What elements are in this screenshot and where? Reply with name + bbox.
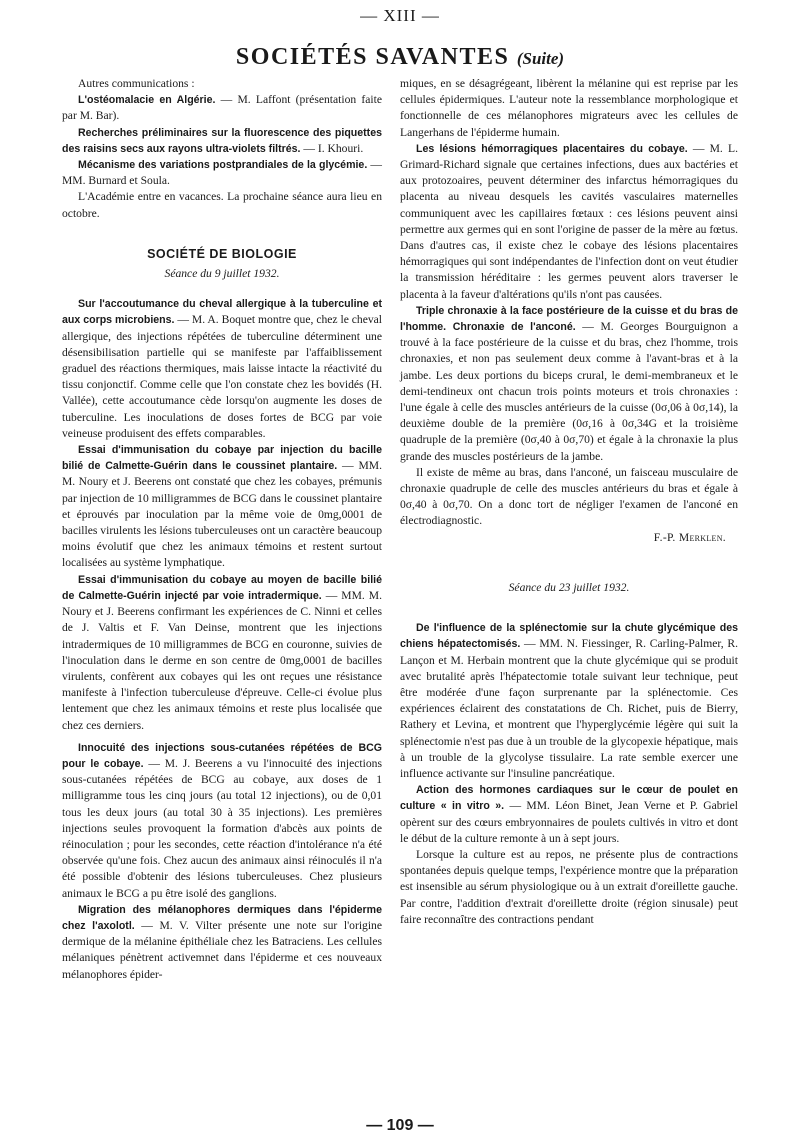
- article-triple-chronaxie: [400, 303, 738, 465]
- article-anconé: Il existe de même au bras, dans l'anconé, un faisceau musculaire de chronaxie quadruple de celle des muscles antérieurs du bras et égale à 0σ,40 à 0σ,70. On a donc tort de négliger l'examen de l'anconé en électrodiagnostic.: [400, 465, 738, 528]
- right-column: [400, 76, 738, 928]
- author-signature: F.-P. Merklen.: [653, 530, 726, 544]
- vacances-note: L'Académie entre en vacances. La prochaine séance aura lieu en octobre.: [62, 190, 382, 220]
- seance-date-2: Séance du 23 juillet 1932.: [508, 580, 630, 594]
- article-immunisation-intradermique: [62, 572, 382, 734]
- communication-authors: — M. Laffont (présentation faite par M. Bar).: [62, 93, 382, 123]
- article-body: — MM. Léon Binet, Jean Verne et P. Gabriel opèrent sur des cœurs embryonnaires de poulets cultivés in vitro et dont le début de la culture remonte à un à sept jours.: [400, 799, 738, 845]
- article-title: Sur l'accoutumance du cheval allergique à la tuberculine et aux corps microbiens.: [62, 298, 382, 327]
- article-body: — M. L. Grimard-Richard signale que certaines infections, dues aux bactéries et aux protozoaires, peuvent déterminer des infarctus hémorragiques du placenta au niveau desquels les cavités vasculaires maternelles communiquent avec les capillaires fœtaux : ces lésions peuvent ainsi permettre aux germes qui en sont l'origine de passer de la mère au fœtus. Dans d'autres cas, il existe chez le cobaye des lésions placentaires hémorragiques qui sont indépendantes de l'infection dont on veut étudier la transmission héréditaire : les germes peuvent alors traverser le placenta à la faveur d'altérations qu'ils n'ont pas causées.: [400, 141, 738, 301]
- article-splenectomie: [400, 620, 738, 782]
- article-title: Triple chronaxie à la face postérieure de la cuisse et du bras de l'homme. Chronaxie de l'anconé.: [400, 304, 738, 334]
- article-title: Les lésions hémorragiques placentaires du cobaye.: [416, 142, 688, 155]
- page-title: [0, 44, 800, 71]
- article-body: — MM. M. Noury et J. Beerens ont constaté que chez les cobayes, prémunis par injection de 10 milligrammes de BCG dans le coussinet plantaire et éprouvés par inoculation par la même voie de 0mg,0001 de bacilles virulents les lésions tuberculeuses ont un caractère beaucoup moins évolutif que chez les animaux témoins et restent surtout localisées au système lymphatique.: [62, 459, 382, 570]
- autres-communications: Autres communications :: [78, 77, 195, 90]
- article-innocuite: [62, 740, 382, 902]
- article-accoutumance: [62, 296, 382, 442]
- section-heading-biologie: SOCIÉTÉ DE BIOLOGIE: [147, 246, 297, 261]
- communication-authors: — I. Khouri.: [300, 141, 364, 155]
- title-text: SOCIÉTÉS SAVANTES: [235, 44, 510, 70]
- article-body: — MM. M. Noury et J. Beerens confirmant les expériences de C. Ninni et celles de J. Valtis et F. Van Deinse, montrent que les injections intradermiques de 10 milligrammes de BCG en couronne, suivies de l'inoculation dans le derme en son centre de 0mg,0001 de bacilles virulents, confèrent aux cobayes qui les ont reçues une résistance manifeste à l'infection tuberculeuse d'épreuve. Celle-ci évolue plus lentement que chez les animaux témoins et reste plus localisée que chez ces derniers.: [62, 588, 382, 732]
- article-title: Migration des mélanophores dermiques dans l'épiderme chez l'axolotl.: [62, 903, 382, 932]
- page-number: — 109 —: [366, 1117, 434, 1134]
- article-body: — M. Georges Bourguignon a trouvé à la face postérieure de la cuisse et du bras, chez l'homme, trois chronaxies, et non pas seulement deux comme à l'avant-bras et à la jambe. Les deux portions du biceps crural, le demi-membraneux et le demi-tendineux ont chacun trois points moteurs et trois chronaxies : l'une égale à celle des muscles antérieurs de la cuisse (0σ,06 à 0σ,14), la deuxième double de la première (0σ,16 à 0σ,34G et la troisième quadruple de la première (0σ,40 à 0σ,70) et égale à la chronaxie la plus grande des muscles postérieurs de la jambe.: [400, 320, 738, 463]
- communication-fluorescence: [62, 125, 382, 157]
- title-suite: (Suite): [516, 49, 565, 68]
- article-lesions-placentaires: [400, 141, 738, 303]
- article-body: — M. A. Boquet montre que, chez le cheval allergique, des injections répétées de tuberculine déterminent une désensibilisation partielle qui se manifeste par l'affaiblissement graduel des réactions thermiques, mais laisse intacte la réactivité du tissu conjonctif. Comme celle que l'on constate chez les bovidés (H. Vallée), cette accoutumance cède lorsqu'on augmente les doses de tuberculine. Les inoculations de doses fortes de BCG par voie veineuse produisent des effets comparables.: [62, 313, 383, 440]
- article-hormones-cardiaques: [400, 782, 738, 847]
- article-body: — M. V. Vilter présente une note sur l'origine dermique de la mélanine épithéliale chez les Batraciens. Les cellules mélaniques pénètrent activemnet dans l'épiderme et ces nouveaux mélanophores épider-: [62, 918, 382, 981]
- article-title: Action des hormones cardiaques sur le cœur de poulet en culture « in vitro ».: [400, 784, 738, 813]
- communication-title: L'ostéomalacie en Algérie.: [78, 94, 216, 107]
- article-melanophores: [62, 902, 382, 983]
- communication-title: Recherches préliminaires sur la fluorescence des piquettes des raisins secs aux rayons ultra-violets filtrés.: [62, 126, 382, 155]
- article-body: — MM. N. Fiessinger, R. Carling-Palmer, R. Lançon et M. Herbain montrent que la chute glycémique qui se produit avec brutalité après l'hépatectomie totale suivant leur technique, peut être modérée d'une façon surprenante par la splénectomie. Ces expériences éclairent des constatations de Ch. Richet, puis de Bierry, Rathery et Levina, et montrent que l'hyperglycémie légère qui suit la splénectomie n'est pas due à un trouble de la glycopexie hépatique, mais à un trouble de la glycolyse tissulaire. La rate semble exercer une influence activante sur l'insuline pancréatique.: [400, 637, 738, 780]
- seance-date: Séance du 9 juillet 1932.: [164, 267, 280, 281]
- article-body: — M. J. Beerens a vu l'innocuité des injections sous-cutanées répétées de BCG au cobaye, aux doses de 1 milligramme tous les cinq jours (au total 12 injections), ou de 0,01 tous les deux jours (au total 30 à 35 injections). Les premières injections seules provoquent la formation d'abcès aux points de réinoculation ; pour les secondes, cette réaction d'intolérance n'a été observée qu'une fois. Chez aucun des animaux ainsi réinoculés il n'a été possible d'obtenir des lésions tuberculeuses. Chez plusieurs animaux le BCG a pu être isolé des ganglions.: [62, 756, 382, 900]
- communication-title: Mécanisme des variations postprandiales de la glycémie.: [78, 159, 368, 172]
- left-column: [62, 76, 382, 983]
- article-title: De l'influence de la splénectomie sur la chute glycémique des chiens hépatectomisés.: [400, 622, 738, 651]
- article-title: Essai d'immunisation du cobaye par injection du bacille bilié de Calmette-Guérin dans le coussinet plantaire.: [62, 444, 382, 473]
- communication-osteomalacie: [62, 92, 382, 124]
- page-roman-numeral: — XIII —: [360, 6, 440, 25]
- communication-glycemie: [62, 157, 382, 189]
- article-culture-repos: Lorsque la culture est au repos, ne présente plus de contractions spontanées depuis quelque temps, l'expérience montre que la préparation est insensible au sérum physiologique ou à un extrait d'oreillette gauche. Par contre, l'addition d'extrait d'oreillette droite (région sinusale) peut faire reconnaître des contractions pendant: [400, 847, 738, 926]
- article-immunisation-coussinet: [62, 442, 382, 572]
- article-title: Innocuité des injections sous-cutanées répétées de BCG pour le cobaye.: [62, 741, 382, 770]
- article-title: Essai d'immunisation du cobaye au moyen de bacille bilié de Calmette-Guérin injecté par voie intradermique.: [62, 573, 382, 602]
- communication-authors: — MM. Burnard et Soula.: [62, 158, 382, 188]
- article-melanophores-continued: miques, en se désagrégeant, libèrent la mélanine qui est reprise par les cellules épidermiques. L'auteur note la ressemblance morphologique et fonctionnelle de ces mélanophores migrateurs avec les cellules de Langerhans de l'épiderme humain.: [400, 77, 738, 139]
